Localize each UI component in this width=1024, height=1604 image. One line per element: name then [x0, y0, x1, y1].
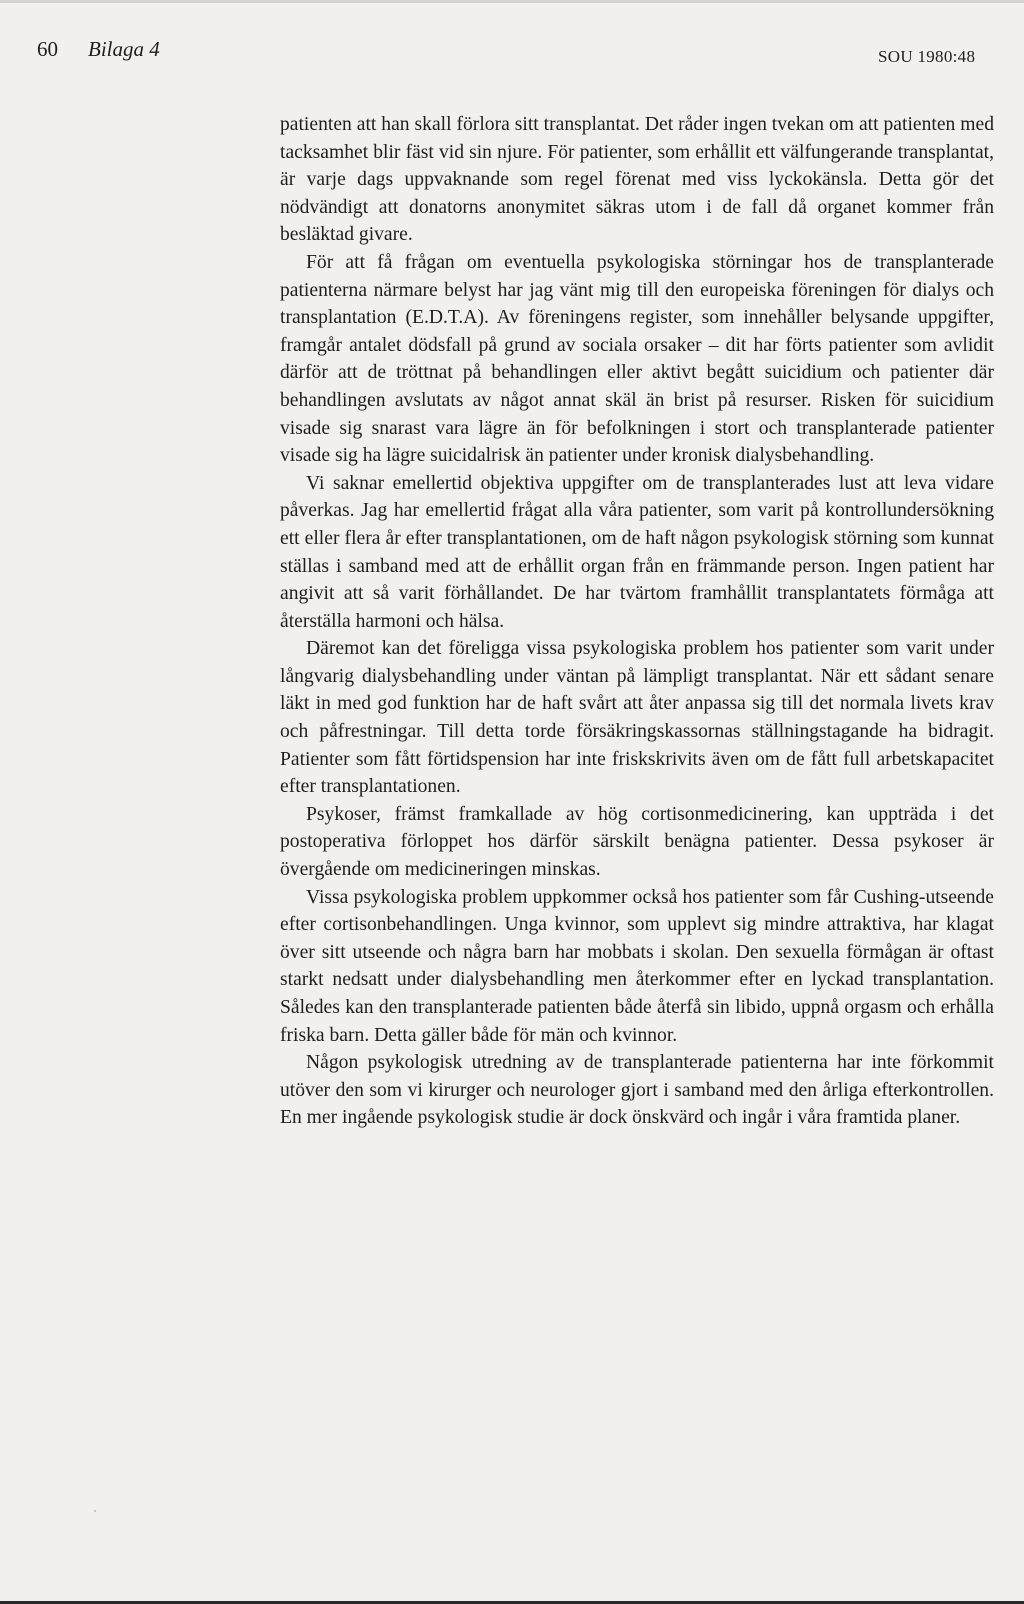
page-number: 60	[37, 37, 58, 61]
paragraph-5: Psykoser, främst framkallade av hög cortisonmedicinering, kan uppträda i det postoperativa förloppet hos därför särskilt benägna patienter. Dessa psykoser är övergående om medicineringen minskas.	[280, 803, 994, 881]
paragraph-4: Däremot kan det föreligga vissa psykologiska problem hos patienter som varit under långvarig dialysbehandling under väntan på lämpligt transplantat. När ett sådant senare läkt in med god funktion har de haft svårt att åter anpassa sig till det normala livets krav och påfrestningar. Till detta torde försäkringskassornas ställningstagande ha bidragit. Patienter som fått förtidspension har inte friskskrivits även om de fått full arbetskapacitet efter transplantationen.	[280, 638, 994, 798]
paragraph-3: Vi saknar emellertid objektiva uppgifter om de transplanterades lust att leva vidare påverkas. Jag har emellertid frågat alla våra patienter, som varit på kontrollundersökning ett eller flera år efter transplantationen, om de haft någon psykologisk störning som kunnat ställas i samband med att de erhållit organ från en främmande person. Ingen patient har angivit att så varit förhållandet. De har tvärtom framhållit transplantatets förmåga att återställa harmoni och hälsa.	[280, 472, 994, 632]
paragraph-6: Vissa psykologiska problem uppkommer också hos patienter som får Cushing-utseende efter cortisonbehandlingen. Unga kvinnor, som upplevt sig mindre attraktiva, har klagat över sitt utseende och några barn har mobbats i skolan. Den sexuella förmågan är oftast starkt nedsatt under dialysbehandling men återkommer efter en lyckad transplantation. Således kan den transplanterade patienten både återfå sin libido, uppnå orgasm och erhålla friska barn. Detta gäller både för män och kvinnor.	[280, 886, 994, 1046]
body-text	[280, 111, 994, 1132]
top-edge-rule	[0, 0, 1024, 3]
paragraph-7: Någon psykologisk utredning av de transplanterade patienterna har inte förkommit utöver den som vi kirurger och neurologer gjort i samband med den årliga efterkontrollen. En mer ingående psykologisk studie är dock önskvärd och ingår i våra framtida planer.	[280, 1052, 994, 1129]
paragraph-2: För att få frågan om eventuella psykologiska störningar hos de transplanterade patienterna närmare belyst har jag vänt mig till den europeiska föreningen för dialys och transplantation (E.D.T.A). Av föreningens register, som innehåller belysande uppgifter, framgår antalet dödsfall på grund av sociala orsaker – dit har förts patienter som avlidit därför att de tröttnat på behandlingen eller aktivt begått suicidium och patienter där behandlingen avslutats av något annat skäl än brist på resurser. Risken för suicidium visade sig snarast vara lägre än för befolkningen i stort och transplanterade patienter visade sig ha lägre suicidalrisk än patienter under kronisk dialysbehandling.	[280, 251, 994, 467]
report-identifier: SOU 1980:48	[878, 47, 976, 66]
paragraph-1: patienten att han skall förlora sitt transplantat. Det råder ingen tvekan om att patienten med tacksamhet blir fäst vid sin njure. För patienter, som erhållit ett välfungerande transplantat, är varje dags uppvaknande som regel förenat med viss lyckokänsla. Detta gör det nödvändigt att donatorns anonymitet säkras utom i de fall då organet kommer från besläktad givare.	[280, 114, 994, 246]
scan-speck	[94, 1510, 96, 1512]
running-title: Bilaga 4	[88, 37, 160, 61]
